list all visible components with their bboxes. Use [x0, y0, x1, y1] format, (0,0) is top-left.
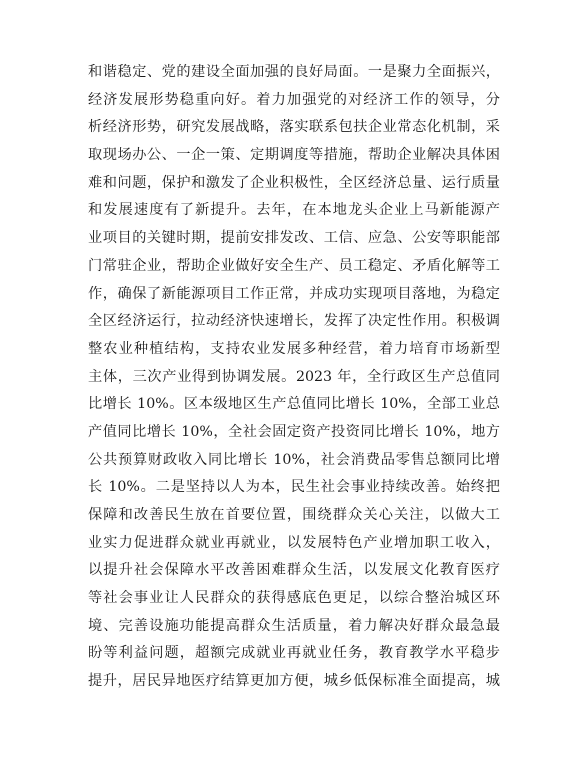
text-line: 难和问题，保护和激发了企业积极性，全区经济总量、运行质量: [88, 174, 500, 191]
text-line: 等社会事业让人民群众的获得感底色更足，以综合整治城区环: [88, 590, 500, 607]
text-line: 盼等利益问题，超额完成就业再就业任务，教育教学水平稳步: [88, 645, 500, 662]
text-line: 作，确保了新能源项目工作正常，并成功实现项目落地，为稳定: [88, 285, 500, 302]
text-line: 经济发展形势稳重向好。着力加强党的对经济工作的领导，分: [88, 91, 500, 108]
body-paragraph: [88, 59, 500, 696]
text-line: 业实力促进群众就业再就业，以发展特色产业增加职工收入，: [88, 534, 500, 551]
text-line: 公共预算财政收入同比增长 10%，社会消费品零售总额同比增: [88, 451, 500, 468]
text-line: 和发展速度有了新提升。去年，在本地龙头企业上马新能源产: [88, 202, 500, 219]
text-line: 业项目的关键时期，提前安排发改、工信、应急、公安等职能部: [88, 230, 500, 247]
text-line: 产值同比增长 10%，全社会固定资产投资同比增长 10%，地方: [88, 423, 500, 440]
text-line: 境、完善设施功能提高群众生活质量，着力解决好群众最急最: [88, 617, 500, 634]
text-line: 整农业种植结构，支持农业发展多种经营，着力培育市场新型: [88, 340, 500, 357]
text-line: 主体，三次产业得到协调发展。2023 年，全行政区生产总值同: [88, 368, 500, 385]
text-line: 比增长 10%。区本级地区生产总值同比增长 10%，全部工业总: [88, 396, 500, 413]
text-line: 全区经济运行，拉动经济快速增长，发挥了决定性作用。积极调: [88, 313, 500, 330]
text-line: 长 10%。二是坚持以人为本，民生社会事业持续改善。始终把: [88, 479, 500, 496]
text-line: 析经济形势，研究发展战略，落实联系包扶企业常态化机制，采: [88, 119, 500, 136]
text-line: 取现场办公、一企一策、定期调度等措施，帮助企业解决具体困: [88, 147, 500, 164]
text-line: 提升，居民异地医疗结算更加方便，城乡低保标准全面提高，城: [88, 673, 500, 690]
text-line: 以提升社会保障水平改善困难群众生活，以发展文化教育医疗: [88, 562, 500, 579]
text-line: 门常驻企业，帮助企业做好安全生产、员工稳定、矛盾化解等工: [88, 257, 500, 274]
text-line: 保障和改善民生放在首要位置，围绕群众关心关注，以做大工: [88, 507, 500, 523]
text-line: 和谐稳定、党的建设全面加强的良好局面。一是聚力全面振兴，: [88, 64, 500, 80]
